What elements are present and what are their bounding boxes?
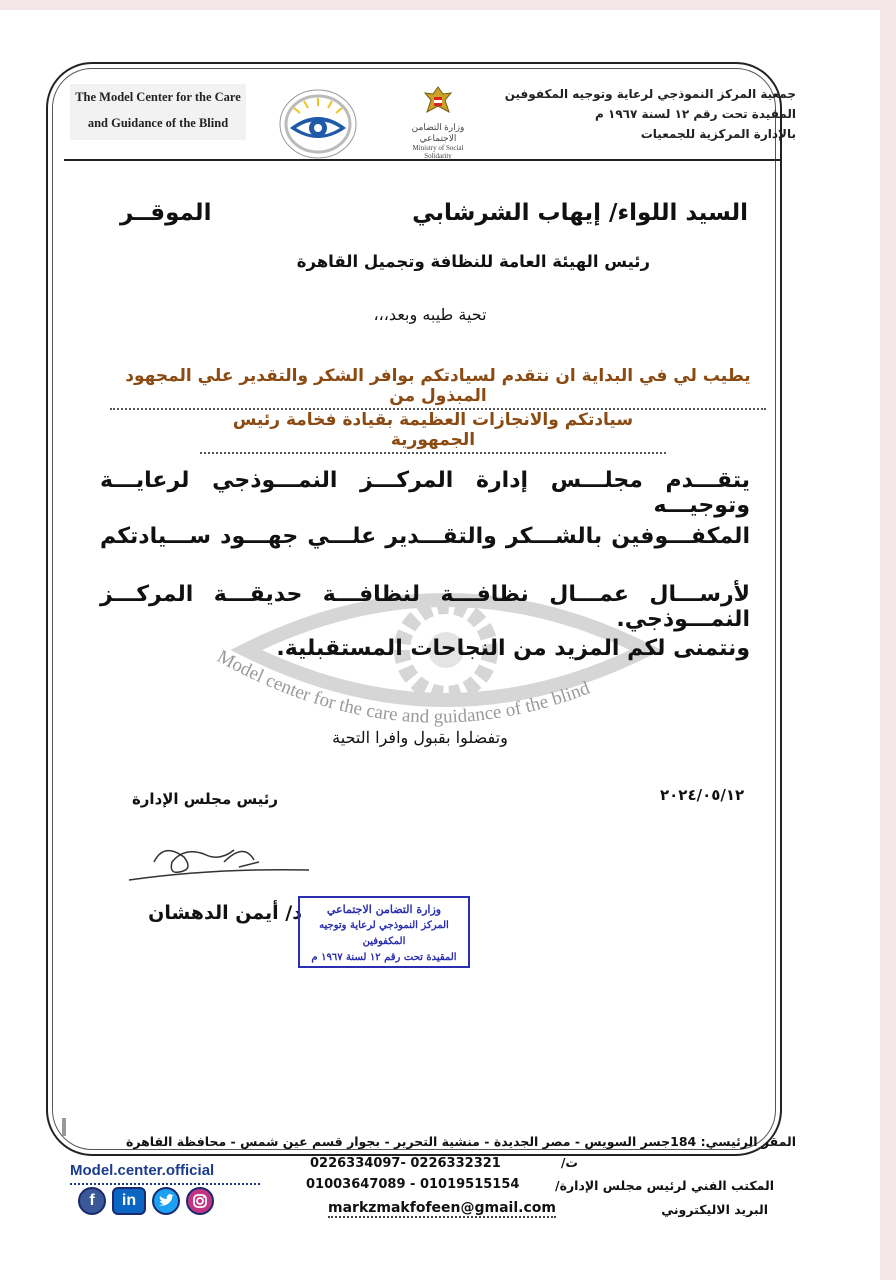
ministry-logo-arabic: وزارة التضامن الاجتماعي [411, 122, 465, 143]
english-org-line-1: The Model Center for the Care [75, 90, 241, 104]
body-line-3: لأرســـال عمـــال نظافـــة لنظافـــة حديقـــة المركـــز النمـــوذجي. [100, 582, 750, 632]
footer-tech-office-label: المكتب الفني لرئيس مجلس الإدارة/ [555, 1178, 774, 1193]
arabic-org-line-2: المقيدة تحت رقم ١٢ لسنة ١٩٦٧ م [595, 107, 796, 121]
english-org-name [70, 84, 246, 140]
recipient-role: رئيس الهيئة العامة للنظافة وتجميل القاهرة [296, 252, 650, 271]
official-stamp [298, 896, 470, 968]
english-org-line-2: and Guidance of the Blind [87, 116, 229, 130]
eagle-emblem-icon [421, 84, 455, 118]
footer-phone-label: ت/ [560, 1155, 578, 1170]
handwritten-signature [124, 832, 314, 896]
footer-email[interactable]: markzmakfofeen@gmail.com [328, 1200, 556, 1216]
recipient-honorific: الموقــر [120, 200, 212, 226]
body-line-2: المكفـــوفين بالشـــكر والتقـــدير علـــي جهـــود ســـيادتكم [100, 524, 750, 549]
stamp-line-2: المركز النموذجي لرعاية وتوجيه المكفوفين [319, 920, 449, 947]
linkedin-icon[interactable]: in [112, 1187, 146, 1215]
instagram-icon[interactable] [186, 1187, 214, 1215]
scan-mark [62, 1118, 66, 1136]
closing-text: وتفضلوا بقبول وافرا التحية [332, 728, 508, 747]
intro-line-1: يطيب لي في البداية ان نتقدم لسيادتكم بوافر الشكر والتقدير علي المجهود المبذول من [110, 366, 766, 410]
footer-tech-phones: 01003647089 - 01019515154 [306, 1177, 520, 1192]
social-icons [78, 1187, 214, 1215]
letter-date: ٢٠٢٤/٠٥/١٢ [660, 786, 745, 804]
body-line-4: ونتمنى لكم المزيد من النجاحات المستقبلية. [276, 636, 750, 661]
watermark-text: Model center for the care and guidance of the blind [213, 646, 593, 728]
stamp-line-3: المقيدة تحت رقم ١٢ لسنة ١٩٦٧ م [311, 952, 457, 963]
website-underline [70, 1183, 260, 1185]
greeting: تحية طيبه وبعد،،، [373, 305, 487, 324]
twitter-icon[interactable] [152, 1187, 180, 1215]
header-divider [64, 159, 780, 161]
arabic-org-line-3: بالإدارة المركزية للجمعيات [640, 127, 796, 141]
stamp-line-1: وزارة التضامن الاجتماعي [326, 903, 442, 916]
body-line-1: يتقـــدم مجلـــس إدارة المركـــز النمـــوذجي لرعايـــة وتوجيـــه [100, 468, 750, 518]
footer-address: المقر الرئيسي: 184جسر السويس - مصر الجديدة - منشية التحرير - بجوار قسم عين شمس - محافظة القاهرة [125, 1134, 796, 1149]
recipient-name: السيد اللواء/ إيهاب الشرشابي [412, 200, 748, 226]
ministry-logo [398, 84, 478, 160]
center-eye-logo [278, 88, 358, 164]
footer-phones: 0226334097- 0226332321 [310, 1156, 501, 1171]
facebook-icon[interactable]: f [78, 1187, 106, 1215]
arabic-org-header [505, 84, 796, 144]
intro-line-2: سيادتكم والانجازات العظيمة بقيادة فخامة رئيس الجمهورية [200, 410, 666, 454]
signatory-name: د/ أيمن الدهشان [148, 902, 302, 924]
ministry-logo-english: Ministry of Social Solidarity [412, 144, 464, 160]
footer-email-label: البريد الاليكتروني [661, 1202, 768, 1217]
arabic-org-line-1: جمعية المركز النموذجي لرعاية وتوجيه المكفوفين [504, 87, 796, 101]
website-link[interactable]: Model.center.official [70, 1162, 215, 1179]
signatory-title: رئيس مجلس الإدارة [131, 790, 279, 808]
